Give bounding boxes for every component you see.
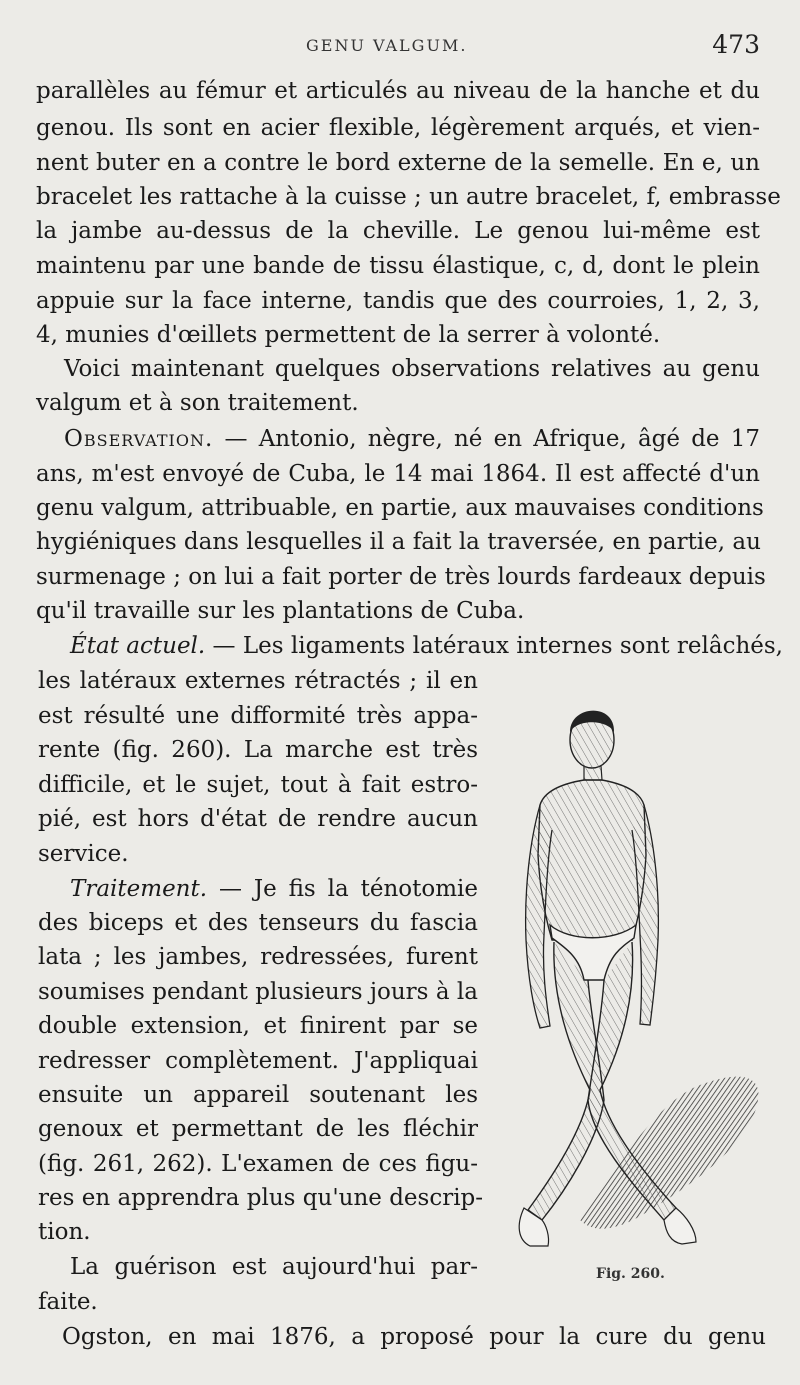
text-line: surmenage ; on lui a fait porter de très lourds fardeaux depuis [36, 564, 766, 590]
text-line: est résulté une difformité très appa- [38, 703, 478, 729]
text-line: nent buter en a contre le bord externe de la semelle. En e, un [36, 150, 760, 176]
standing-figure-engraving [500, 680, 770, 1270]
text-line: difficile, et le sujet, tout à fait estro- [38, 772, 478, 798]
figure-260-illustration [500, 680, 770, 1270]
text-line: soumises pendant plusieurs jours à la [38, 979, 478, 1005]
etat-first-line [70, 633, 783, 659]
text-line: qu'il travaille sur les plantations de Cuba. [36, 598, 525, 624]
text-line: la jambe au-dessus de la cheville. Le genou lui-même est [36, 218, 760, 244]
text-line: les latéraux externes rétractés ; il en [38, 668, 478, 694]
text-line: pié, est hors d'état de rendre aucun [38, 806, 478, 832]
text-line: valgum et à son traitement. [36, 390, 359, 416]
text-line: tion. [38, 1219, 91, 1245]
text-line: ans, m'est envoyé de Cuba, le 14 mai 1864. Il est affecté d'un [36, 461, 760, 487]
traitement-first-line [70, 878, 478, 901]
text-line: hygiéniques dans lesquelles il a fait la traversée, en partie, au [36, 529, 761, 555]
text-line: (fig. 261, 262). L'examen de ces figu- [38, 1151, 478, 1177]
traitement-label: Traitement. [70, 876, 208, 902]
observation-label: Observation. [64, 426, 214, 452]
text-line: double extension, et finirent par se [38, 1013, 478, 1039]
text-line: maintenu par une bande de tissu élastique, c, d, dont le plein [36, 253, 760, 279]
text-line: Ogston, en mai 1876, a proposé pour la cure du genu [62, 1324, 766, 1350]
observation-first-line [64, 428, 760, 451]
text-line: ensuite un appareil soutenant les [38, 1082, 478, 1108]
text-span: — Antonio, nègre, né en Afrique, âgé de 17 [213, 426, 760, 452]
running-title: GENU VALGUM. [306, 36, 468, 55]
text-line: res en apprendra plus qu'une descrip- [38, 1185, 484, 1211]
text-line: rente (fig. 260). La marche est très [38, 737, 478, 763]
text-line: des biceps et des tenseurs du fascia [38, 910, 478, 936]
text-line: appuie sur la face interne, tandis que des courroies, 1, 2, 3, [36, 288, 760, 314]
figure-caption: Fig. 260. [596, 1266, 665, 1282]
page-header [36, 30, 760, 64]
text-line: lata ; les jambes, redressées, furent [38, 944, 478, 970]
etat-label: État actuel. [70, 633, 206, 659]
text-line: service. [38, 841, 129, 867]
page-number: 473 [712, 30, 760, 59]
text-line: La guérison est aujourd'hui par- [70, 1254, 478, 1280]
text-line: genou. Ils sont en acier flexible, légèrement arqués, et vien- [36, 115, 760, 141]
text-line: Voici maintenant quelques observations relatives au genu [64, 356, 760, 382]
text-line: redresser complètement. J'appliquai [38, 1048, 478, 1074]
text-span: — Je fis la ténotomie [207, 876, 478, 902]
text-line: faite. [38, 1289, 98, 1315]
text-line: genoux et permettant de les fléchir [38, 1116, 478, 1142]
text-line: parallèles au fémur et articulés au niveau de la hanche et du [36, 78, 760, 104]
text-span: — Les ligaments latéraux internes sont relâchés, [205, 633, 783, 659]
text-line: bracelet les rattache à la cuisse ; un autre bracelet, f, embrasse [36, 184, 781, 210]
text-line: 4, munies d'œillets permettent de la serrer à volonté. [36, 322, 661, 348]
figure-torso [538, 780, 646, 940]
text-line: genu valgum, attribuable, en partie, aux mauvaises conditions [36, 495, 764, 521]
